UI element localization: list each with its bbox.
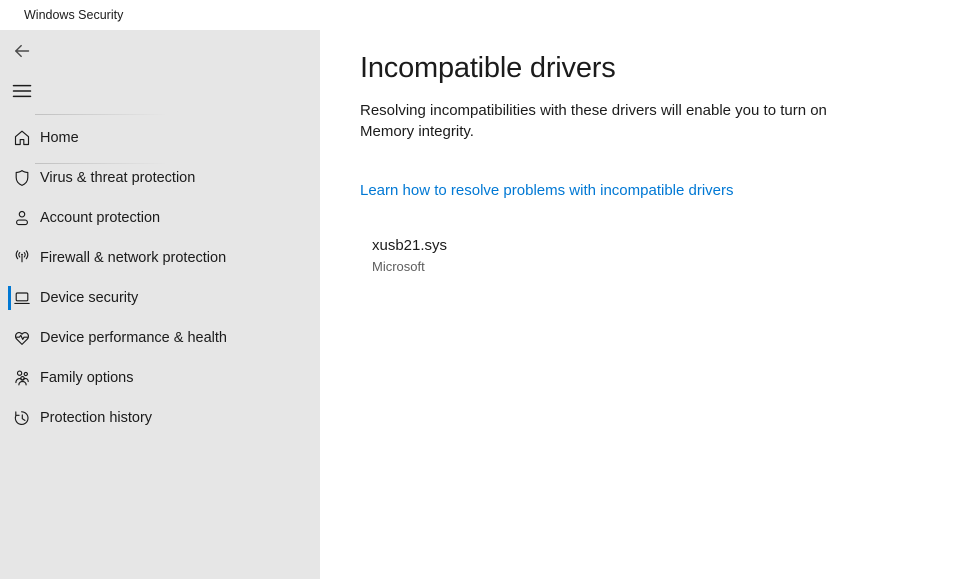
learn-more-link[interactable]: Learn how to resolve problems with incompatible drivers	[360, 182, 734, 199]
sidebar-item-label: Protection history	[40, 410, 153, 426]
sidebar	[0, 30, 320, 579]
laptop-icon	[12, 288, 32, 308]
window-title: Windows Security	[24, 8, 124, 22]
person-icon	[12, 208, 32, 228]
page-title: Incompatible drivers	[360, 52, 616, 84]
sidebar-item-family-options[interactable]	[0, 358, 320, 398]
sidebar-item-label: Home	[40, 130, 79, 146]
sidebar-item-device-security[interactable]	[0, 278, 320, 318]
driver-name: xusb21.sys	[372, 237, 448, 254]
main-content	[320, 30, 978, 579]
sidebar-nav	[0, 118, 320, 438]
network-antenna-icon	[12, 248, 32, 268]
sidebar-item-label: Firewall & network protection	[40, 250, 227, 266]
sidebar-item-label: Device performance & health	[40, 330, 227, 346]
heart-health-icon	[12, 328, 32, 348]
history-clock-icon	[12, 408, 32, 428]
sidebar-item-label: Virus & threat protection	[40, 170, 196, 186]
home-icon	[12, 128, 32, 148]
sidebar-item-protection-history[interactable]	[0, 398, 320, 438]
sidebar-item-home[interactable]	[0, 118, 320, 158]
sidebar-item-account-protection[interactable]	[0, 198, 320, 238]
driver-publisher: Microsoft	[372, 259, 425, 274]
back-arrow-icon	[12, 41, 32, 61]
sidebar-item-device-performance-health[interactable]	[0, 318, 320, 358]
page-description: Resolving incompatibilities with these drivers will enable you to turn on Memory integrity.	[360, 102, 827, 140]
back-button[interactable]	[8, 37, 36, 65]
hamburger-icon	[12, 81, 32, 101]
menu-button[interactable]	[8, 77, 36, 105]
sidebar-item-firewall-network-protection[interactable]	[0, 238, 320, 278]
sidebar-item-label: Account protection	[40, 210, 161, 226]
sidebar-item-label: Device security	[40, 290, 139, 306]
title-bar	[0, 0, 978, 30]
family-icon	[12, 368, 32, 388]
sidebar-item-virus-threat-protection[interactable]	[0, 158, 320, 198]
shield-icon	[12, 168, 32, 188]
driver-list-item[interactable]	[372, 237, 447, 274]
sidebar-item-label: Family options	[40, 370, 134, 386]
selection-accent-bar	[8, 286, 11, 310]
